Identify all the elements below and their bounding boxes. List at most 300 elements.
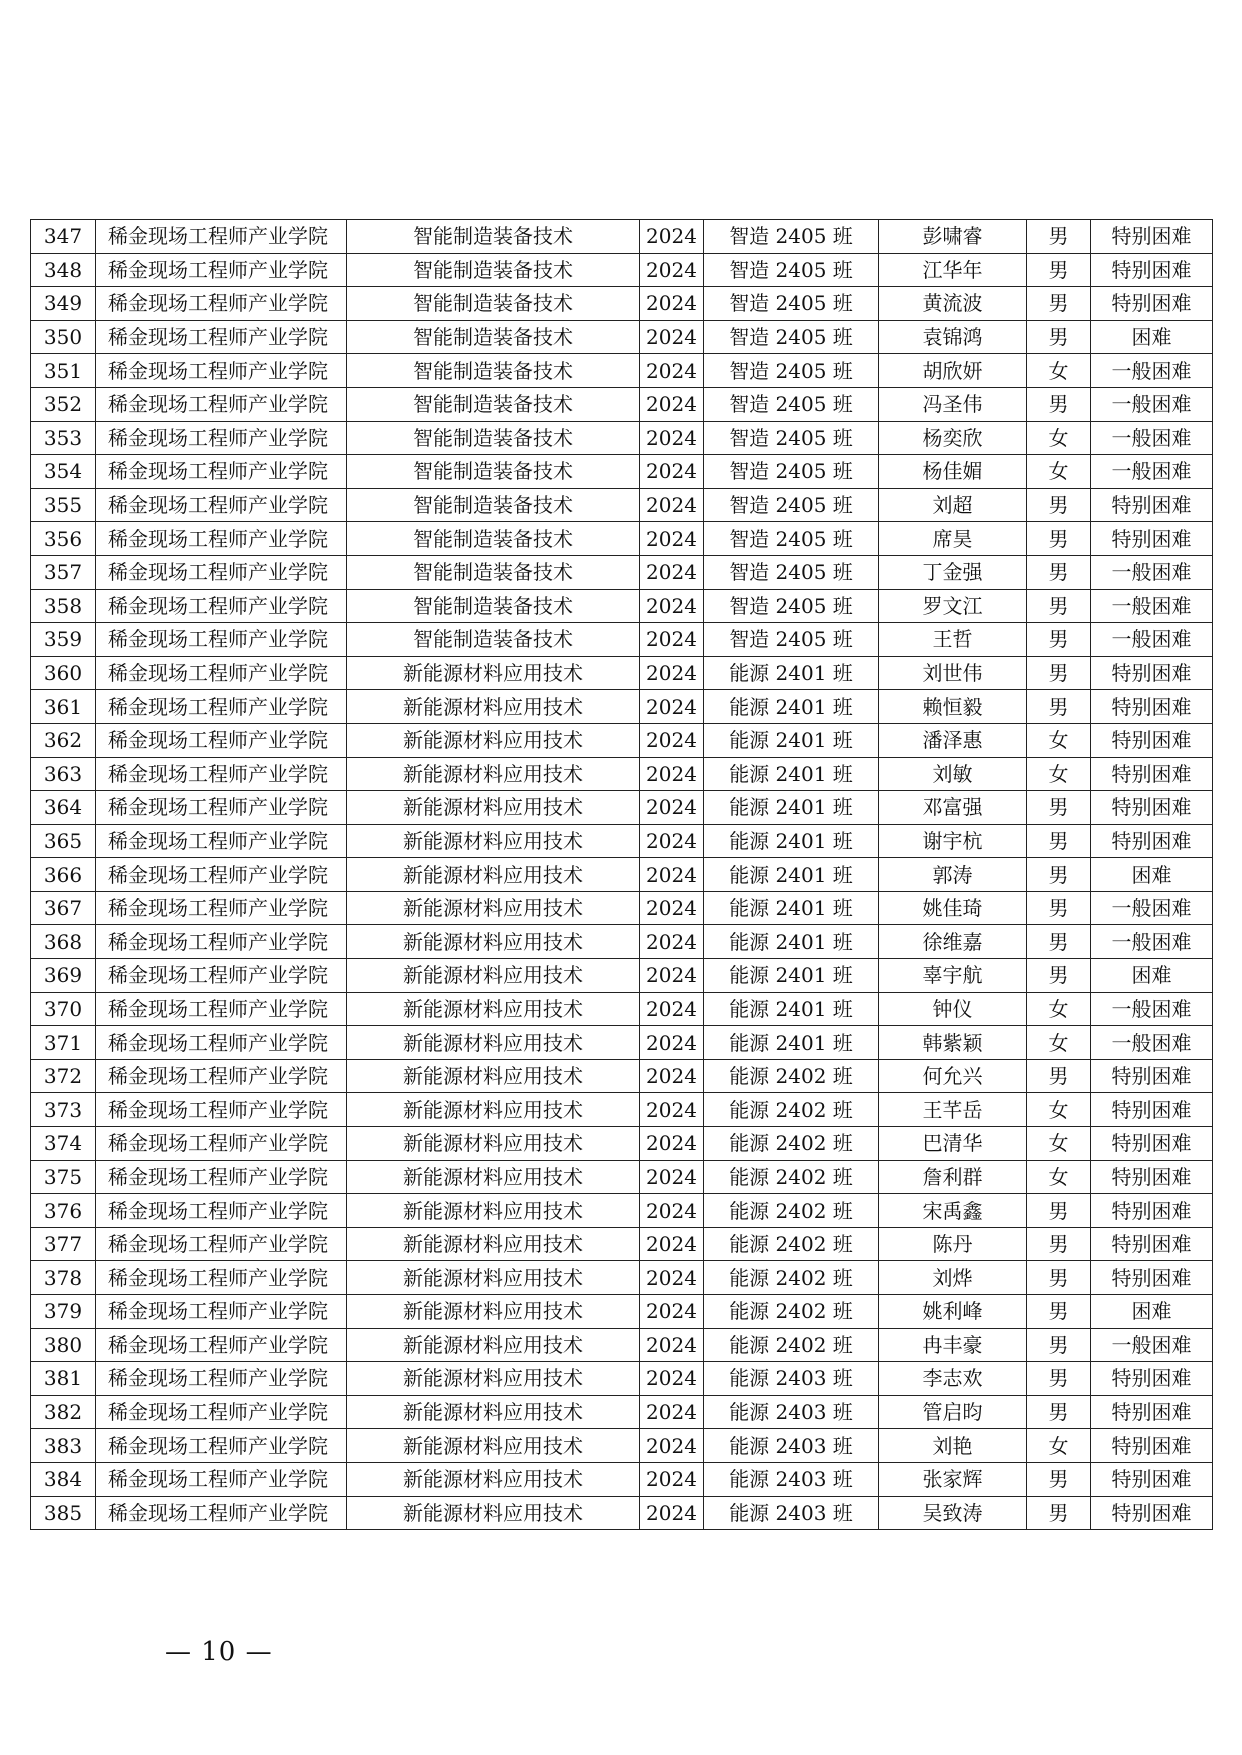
- college-cell: 稀金现场工程师产业学院: [96, 1227, 347, 1261]
- college-cell: 稀金现场工程师产业学院: [96, 992, 347, 1026]
- gender-cell: 女: [1027, 723, 1091, 757]
- row-number: 370: [31, 992, 96, 1026]
- row-number: 361: [31, 690, 96, 724]
- student-name-cell: 邓富强: [879, 791, 1027, 825]
- difficulty-level-cell: 特别困难: [1091, 1227, 1213, 1261]
- college-cell: 稀金现场工程师产业学院: [96, 555, 347, 589]
- gender-cell: 男: [1027, 791, 1091, 825]
- row-number: 347: [31, 220, 96, 254]
- year-cell: 2024: [640, 455, 704, 489]
- student-name-cell: 徐维嘉: [879, 925, 1027, 959]
- student-name-cell: 罗文江: [879, 589, 1027, 623]
- difficulty-level-cell: 一般困难: [1091, 387, 1213, 421]
- major-cell: 智能制造装备技术: [347, 455, 640, 489]
- major-cell: 新能源材料应用技术: [347, 959, 640, 993]
- college-cell: 稀金现场工程师产业学院: [96, 1127, 347, 1161]
- gender-cell: 男: [1027, 1227, 1091, 1261]
- student-name-cell: 胡欣妍: [879, 354, 1027, 388]
- year-cell: 2024: [640, 656, 704, 690]
- year-cell: 2024: [640, 253, 704, 287]
- gender-cell: 男: [1027, 1496, 1091, 1530]
- row-number: 375: [31, 1160, 96, 1194]
- major-cell: 新能源材料应用技术: [347, 858, 640, 892]
- gender-cell: 女: [1027, 992, 1091, 1026]
- major-cell: 智能制造装备技术: [347, 589, 640, 623]
- table-row: [31, 555, 1213, 589]
- student-name-cell: 韩紫颖: [879, 1026, 1027, 1060]
- year-cell: 2024: [640, 891, 704, 925]
- year-cell: 2024: [640, 824, 704, 858]
- year-cell: 2024: [640, 589, 704, 623]
- college-cell: 稀金现场工程师产业学院: [96, 623, 347, 657]
- row-number: 376: [31, 1194, 96, 1228]
- year-cell: 2024: [640, 522, 704, 556]
- major-cell: 新能源材料应用技术: [347, 1395, 640, 1429]
- class-cell: 能源 2402 班: [704, 1227, 879, 1261]
- gender-cell: 男: [1027, 287, 1091, 321]
- difficulty-level-cell: 一般困难: [1091, 623, 1213, 657]
- student-name-cell: 王哲: [879, 623, 1027, 657]
- gender-cell: 女: [1027, 1429, 1091, 1463]
- student-name-cell: 杨佳媚: [879, 455, 1027, 489]
- gender-cell: 男: [1027, 1362, 1091, 1396]
- year-cell: 2024: [640, 623, 704, 657]
- college-cell: 稀金现场工程师产业学院: [96, 1026, 347, 1060]
- year-cell: 2024: [640, 421, 704, 455]
- year-cell: 2024: [640, 992, 704, 1026]
- row-number: 385: [31, 1496, 96, 1530]
- college-cell: 稀金现场工程师产业学院: [96, 690, 347, 724]
- class-cell: 能源 2401 班: [704, 858, 879, 892]
- difficulty-level-cell: 特别困难: [1091, 1261, 1213, 1295]
- student-name-cell: 谢宇杭: [879, 824, 1027, 858]
- difficulty-level-cell: 特别困难: [1091, 690, 1213, 724]
- year-cell: 2024: [640, 1429, 704, 1463]
- difficulty-level-cell: 困难: [1091, 858, 1213, 892]
- table-row: [31, 1227, 1213, 1261]
- gender-cell: 男: [1027, 253, 1091, 287]
- gender-cell: 女: [1027, 421, 1091, 455]
- table-row: [31, 287, 1213, 321]
- row-number: 356: [31, 522, 96, 556]
- student-name-cell: 袁锦鸿: [879, 320, 1027, 354]
- student-name-cell: 何允兴: [879, 1059, 1027, 1093]
- difficulty-level-cell: 特别困难: [1091, 1462, 1213, 1496]
- table-row: [31, 320, 1213, 354]
- row-number: 383: [31, 1429, 96, 1463]
- gender-cell: 男: [1027, 858, 1091, 892]
- class-cell: 能源 2401 班: [704, 723, 879, 757]
- student-name-cell: 江华年: [879, 253, 1027, 287]
- gender-cell: 男: [1027, 1194, 1091, 1228]
- table-row: [31, 253, 1213, 287]
- college-cell: 稀金现场工程师产业学院: [96, 723, 347, 757]
- gender-cell: 男: [1027, 690, 1091, 724]
- student-name-cell: 钟仪: [879, 992, 1027, 1026]
- major-cell: 新能源材料应用技术: [347, 992, 640, 1026]
- row-number: 355: [31, 488, 96, 522]
- class-cell: 能源 2401 班: [704, 824, 879, 858]
- gender-cell: 女: [1027, 1127, 1091, 1161]
- major-cell: 新能源材料应用技术: [347, 656, 640, 690]
- student-name-cell: 巴清华: [879, 1127, 1027, 1161]
- row-number: 377: [31, 1227, 96, 1261]
- difficulty-level-cell: 特别困难: [1091, 287, 1213, 321]
- student-name-cell: 杨奕欣: [879, 421, 1027, 455]
- difficulty-level-cell: 特别困难: [1091, 824, 1213, 858]
- year-cell: 2024: [640, 1362, 704, 1396]
- class-cell: 智造 2405 班: [704, 320, 879, 354]
- college-cell: 稀金现场工程师产业学院: [96, 858, 347, 892]
- year-cell: 2024: [640, 220, 704, 254]
- gender-cell: 男: [1027, 589, 1091, 623]
- class-cell: 能源 2401 班: [704, 656, 879, 690]
- table-row: [31, 791, 1213, 825]
- student-name-cell: 詹利群: [879, 1160, 1027, 1194]
- class-cell: 能源 2403 班: [704, 1496, 879, 1530]
- student-name-cell: 赖恒毅: [879, 690, 1027, 724]
- row-number: 372: [31, 1059, 96, 1093]
- year-cell: 2024: [640, 1328, 704, 1362]
- difficulty-level-cell: 一般困难: [1091, 589, 1213, 623]
- class-cell: 能源 2402 班: [704, 1127, 879, 1161]
- class-cell: 智造 2405 班: [704, 287, 879, 321]
- difficulty-level-cell: 困难: [1091, 1295, 1213, 1329]
- table-row: [31, 354, 1213, 388]
- class-cell: 智造 2405 班: [704, 220, 879, 254]
- student-name-cell: 丁金强: [879, 555, 1027, 589]
- difficulty-level-cell: 特别困难: [1091, 791, 1213, 825]
- gender-cell: 女: [1027, 1026, 1091, 1060]
- table-row: [31, 992, 1213, 1026]
- major-cell: 新能源材料应用技术: [347, 1227, 640, 1261]
- major-cell: 新能源材料应用技术: [347, 1328, 640, 1362]
- year-cell: 2024: [640, 1093, 704, 1127]
- major-cell: 智能制造装备技术: [347, 387, 640, 421]
- difficulty-level-cell: 一般困难: [1091, 555, 1213, 589]
- major-cell: 智能制造装备技术: [347, 555, 640, 589]
- class-cell: 能源 2401 班: [704, 757, 879, 791]
- gender-cell: 男: [1027, 555, 1091, 589]
- row-number: 350: [31, 320, 96, 354]
- difficulty-level-cell: 特别困难: [1091, 522, 1213, 556]
- class-cell: 能源 2402 班: [704, 1194, 879, 1228]
- college-cell: 稀金现场工程师产业学院: [96, 791, 347, 825]
- gender-cell: 男: [1027, 1261, 1091, 1295]
- year-cell: 2024: [640, 858, 704, 892]
- student-name-cell: 吴致涛: [879, 1496, 1027, 1530]
- table-row: [31, 1127, 1213, 1161]
- year-cell: 2024: [640, 1261, 704, 1295]
- table-row: [31, 220, 1213, 254]
- class-cell: 能源 2402 班: [704, 1160, 879, 1194]
- table-row: [31, 858, 1213, 892]
- class-cell: 能源 2403 班: [704, 1462, 879, 1496]
- year-cell: 2024: [640, 1227, 704, 1261]
- major-cell: 新能源材料应用技术: [347, 1026, 640, 1060]
- college-cell: 稀金现场工程师产业学院: [96, 1328, 347, 1362]
- class-cell: 能源 2403 班: [704, 1429, 879, 1463]
- row-number: 353: [31, 421, 96, 455]
- difficulty-level-cell: 特别困难: [1091, 253, 1213, 287]
- page-number: — 10 —: [165, 1637, 273, 1667]
- row-number: 379: [31, 1295, 96, 1329]
- class-cell: 智造 2405 班: [704, 253, 879, 287]
- student-name-cell: 黄流波: [879, 287, 1027, 321]
- college-cell: 稀金现场工程师产业学院: [96, 959, 347, 993]
- class-cell: 智造 2405 班: [704, 488, 879, 522]
- college-cell: 稀金现场工程师产业学院: [96, 488, 347, 522]
- major-cell: 新能源材料应用技术: [347, 1093, 640, 1127]
- row-number: 358: [31, 589, 96, 623]
- college-cell: 稀金现场工程师产业学院: [96, 1295, 347, 1329]
- table-row: [31, 488, 1213, 522]
- difficulty-level-cell: 一般困难: [1091, 891, 1213, 925]
- major-cell: 新能源材料应用技术: [347, 1059, 640, 1093]
- college-cell: 稀金现场工程师产业学院: [96, 1093, 347, 1127]
- roster-body: [31, 220, 1213, 1530]
- difficulty-level-cell: 特别困难: [1091, 1429, 1213, 1463]
- gender-cell: 男: [1027, 925, 1091, 959]
- college-cell: 稀金现场工程师产业学院: [96, 1362, 347, 1396]
- table-row: [31, 891, 1213, 925]
- table-row: [31, 1093, 1213, 1127]
- year-cell: 2024: [640, 690, 704, 724]
- college-cell: 稀金现场工程师产业学院: [96, 320, 347, 354]
- table-row: [31, 589, 1213, 623]
- student-roster-table: [30, 219, 1213, 1530]
- college-cell: 稀金现场工程师产业学院: [96, 253, 347, 287]
- student-name-cell: 姚利峰: [879, 1295, 1027, 1329]
- table-row: [31, 757, 1213, 791]
- major-cell: 智能制造装备技术: [347, 287, 640, 321]
- major-cell: 新能源材料应用技术: [347, 1496, 640, 1530]
- year-cell: 2024: [640, 925, 704, 959]
- difficulty-level-cell: 特别困难: [1091, 220, 1213, 254]
- difficulty-level-cell: 一般困难: [1091, 992, 1213, 1026]
- row-number: 371: [31, 1026, 96, 1060]
- year-cell: 2024: [640, 791, 704, 825]
- difficulty-level-cell: 特别困难: [1091, 1194, 1213, 1228]
- difficulty-level-cell: 特别困难: [1091, 488, 1213, 522]
- college-cell: 稀金现场工程师产业学院: [96, 421, 347, 455]
- difficulty-level-cell: 特别困难: [1091, 1362, 1213, 1396]
- major-cell: 新能源材料应用技术: [347, 925, 640, 959]
- student-name-cell: 王芊岳: [879, 1093, 1027, 1127]
- student-name-cell: 潘泽惠: [879, 723, 1027, 757]
- college-cell: 稀金现场工程师产业学院: [96, 220, 347, 254]
- student-name-cell: 陈丹: [879, 1227, 1027, 1261]
- table-row: [31, 1160, 1213, 1194]
- student-name-cell: 刘烨: [879, 1261, 1027, 1295]
- gender-cell: 男: [1027, 1462, 1091, 1496]
- college-cell: 稀金现场工程师产业学院: [96, 1261, 347, 1295]
- row-number: 366: [31, 858, 96, 892]
- class-cell: 能源 2401 班: [704, 959, 879, 993]
- difficulty-level-cell: 困难: [1091, 320, 1213, 354]
- gender-cell: 男: [1027, 488, 1091, 522]
- gender-cell: 男: [1027, 824, 1091, 858]
- table-row: [31, 1395, 1213, 1429]
- class-cell: 能源 2401 班: [704, 690, 879, 724]
- year-cell: 2024: [640, 320, 704, 354]
- table-row: [31, 925, 1213, 959]
- row-number: 382: [31, 1395, 96, 1429]
- class-cell: 智造 2405 班: [704, 522, 879, 556]
- major-cell: 智能制造装备技术: [347, 421, 640, 455]
- class-cell: 智造 2405 班: [704, 589, 879, 623]
- difficulty-level-cell: 一般困难: [1091, 455, 1213, 489]
- class-cell: 能源 2402 班: [704, 1295, 879, 1329]
- row-number: 362: [31, 723, 96, 757]
- difficulty-level-cell: 一般困难: [1091, 1026, 1213, 1060]
- row-number: 365: [31, 824, 96, 858]
- row-number: 363: [31, 757, 96, 791]
- difficulty-level-cell: 特别困难: [1091, 1496, 1213, 1530]
- table-row: [31, 824, 1213, 858]
- class-cell: 能源 2402 班: [704, 1261, 879, 1295]
- row-number: 381: [31, 1362, 96, 1396]
- student-name-cell: 李志欢: [879, 1362, 1027, 1396]
- table-row: [31, 1328, 1213, 1362]
- year-cell: 2024: [640, 1026, 704, 1060]
- year-cell: 2024: [640, 757, 704, 791]
- table-row: [31, 1496, 1213, 1530]
- gender-cell: 女: [1027, 757, 1091, 791]
- table-row: [31, 1261, 1213, 1295]
- year-cell: 2024: [640, 1395, 704, 1429]
- gender-cell: 男: [1027, 891, 1091, 925]
- student-name-cell: 辜宇航: [879, 959, 1027, 993]
- year-cell: 2024: [640, 959, 704, 993]
- table-row: [31, 1026, 1213, 1060]
- difficulty-level-cell: 特别困难: [1091, 757, 1213, 791]
- difficulty-level-cell: 一般困难: [1091, 1328, 1213, 1362]
- table-row: [31, 1295, 1213, 1329]
- student-name-cell: 刘世伟: [879, 656, 1027, 690]
- table-row: [31, 1429, 1213, 1463]
- college-cell: 稀金现场工程师产业学院: [96, 757, 347, 791]
- gender-cell: 女: [1027, 1093, 1091, 1127]
- gender-cell: 男: [1027, 1395, 1091, 1429]
- table-row: [31, 1462, 1213, 1496]
- college-cell: 稀金现场工程师产业学院: [96, 522, 347, 556]
- difficulty-level-cell: 特别困难: [1091, 1059, 1213, 1093]
- gender-cell: 男: [1027, 220, 1091, 254]
- college-cell: 稀金现场工程师产业学院: [96, 1429, 347, 1463]
- row-number: 354: [31, 455, 96, 489]
- college-cell: 稀金现场工程师产业学院: [96, 656, 347, 690]
- college-cell: 稀金现场工程师产业学院: [96, 1395, 347, 1429]
- table-row: [31, 387, 1213, 421]
- major-cell: 新能源材料应用技术: [347, 1261, 640, 1295]
- gender-cell: 男: [1027, 623, 1091, 657]
- class-cell: 能源 2402 班: [704, 1059, 879, 1093]
- row-number: 367: [31, 891, 96, 925]
- college-cell: 稀金现场工程师产业学院: [96, 891, 347, 925]
- row-number: 374: [31, 1127, 96, 1161]
- student-name-cell: 席昊: [879, 522, 1027, 556]
- major-cell: 智能制造装备技术: [347, 354, 640, 388]
- gender-cell: 女: [1027, 455, 1091, 489]
- major-cell: 智能制造装备技术: [347, 220, 640, 254]
- table-row: [31, 959, 1213, 993]
- gender-cell: 男: [1027, 1328, 1091, 1362]
- row-number: 380: [31, 1328, 96, 1362]
- gender-cell: 女: [1027, 354, 1091, 388]
- student-name-cell: 刘艳: [879, 1429, 1027, 1463]
- college-cell: 稀金现场工程师产业学院: [96, 1194, 347, 1228]
- difficulty-level-cell: 一般困难: [1091, 925, 1213, 959]
- major-cell: 新能源材料应用技术: [347, 1462, 640, 1496]
- row-number: 348: [31, 253, 96, 287]
- year-cell: 2024: [640, 1059, 704, 1093]
- college-cell: 稀金现场工程师产业学院: [96, 1462, 347, 1496]
- college-cell: 稀金现场工程师产业学院: [96, 1059, 347, 1093]
- difficulty-level-cell: 一般困难: [1091, 421, 1213, 455]
- gender-cell: 男: [1027, 387, 1091, 421]
- table-row: [31, 656, 1213, 690]
- table-row: [31, 1194, 1213, 1228]
- row-number: 364: [31, 791, 96, 825]
- student-name-cell: 张家辉: [879, 1462, 1027, 1496]
- row-number: 368: [31, 925, 96, 959]
- row-number: 359: [31, 623, 96, 657]
- student-name-cell: 宋禹鑫: [879, 1194, 1027, 1228]
- gender-cell: 男: [1027, 320, 1091, 354]
- row-number: 357: [31, 555, 96, 589]
- row-number: 360: [31, 656, 96, 690]
- row-number: 373: [31, 1093, 96, 1127]
- table-row: [31, 421, 1213, 455]
- class-cell: 智造 2405 班: [704, 623, 879, 657]
- class-cell: 能源 2403 班: [704, 1362, 879, 1396]
- major-cell: 新能源材料应用技术: [347, 1362, 640, 1396]
- year-cell: 2024: [640, 1127, 704, 1161]
- college-cell: 稀金现场工程师产业学院: [96, 589, 347, 623]
- college-cell: 稀金现场工程师产业学院: [96, 287, 347, 321]
- major-cell: 新能源材料应用技术: [347, 791, 640, 825]
- major-cell: 新能源材料应用技术: [347, 1160, 640, 1194]
- major-cell: 智能制造装备技术: [347, 253, 640, 287]
- year-cell: 2024: [640, 354, 704, 388]
- gender-cell: 男: [1027, 522, 1091, 556]
- table-row: [31, 1059, 1213, 1093]
- major-cell: 新能源材料应用技术: [347, 824, 640, 858]
- student-name-cell: 刘超: [879, 488, 1027, 522]
- major-cell: 新能源材料应用技术: [347, 1194, 640, 1228]
- college-cell: 稀金现场工程师产业学院: [96, 387, 347, 421]
- row-number: 378: [31, 1261, 96, 1295]
- class-cell: 能源 2401 班: [704, 791, 879, 825]
- class-cell: 智造 2405 班: [704, 387, 879, 421]
- difficulty-level-cell: 特别困难: [1091, 723, 1213, 757]
- gender-cell: 男: [1027, 1295, 1091, 1329]
- year-cell: 2024: [640, 1194, 704, 1228]
- difficulty-level-cell: 特别困难: [1091, 1127, 1213, 1161]
- major-cell: 新能源材料应用技术: [347, 723, 640, 757]
- year-cell: 2024: [640, 723, 704, 757]
- table-row: [31, 723, 1213, 757]
- major-cell: 新能源材料应用技术: [347, 690, 640, 724]
- table-row: [31, 690, 1213, 724]
- difficulty-level-cell: 困难: [1091, 959, 1213, 993]
- difficulty-level-cell: 特别困难: [1091, 656, 1213, 690]
- major-cell: 新能源材料应用技术: [347, 1429, 640, 1463]
- year-cell: 2024: [640, 1295, 704, 1329]
- class-cell: 能源 2403 班: [704, 1395, 879, 1429]
- difficulty-level-cell: 特别困难: [1091, 1093, 1213, 1127]
